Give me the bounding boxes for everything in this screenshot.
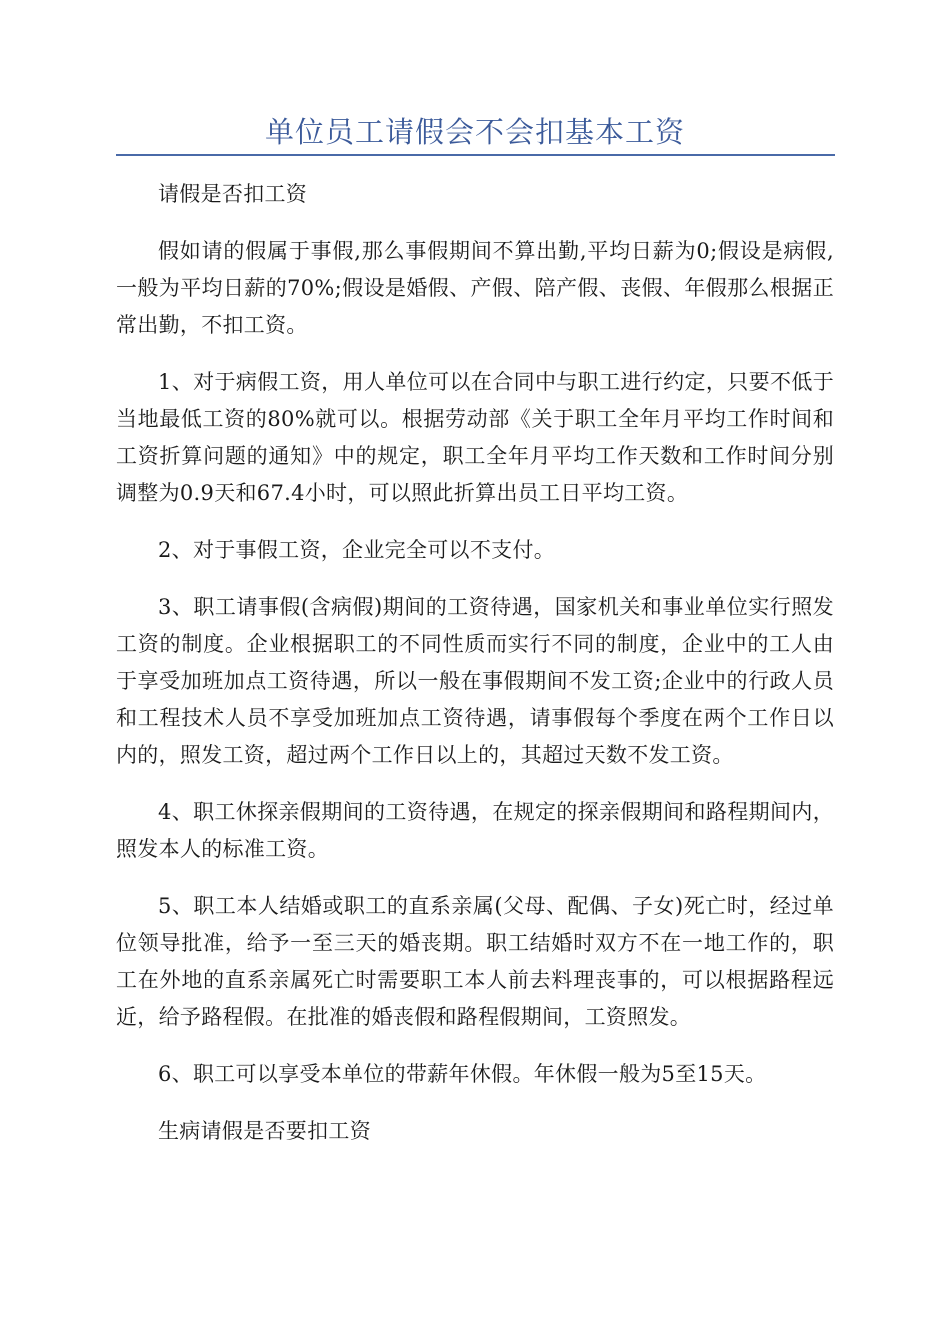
list-item: 1、对于病假工资，用人单位可以在合同中与职工进行约定，只要不低于当地最低工资的80%就可以。根据劳动部《关于职工全年月平均工作时间和工资折算问题的通知》中的规定，职工全年月平均工作天数和工作时间分别调整为0.9天和67.4小时，可以照此折算出员工日平均工资。 — [116, 370, 834, 505]
page-title: 单位员工请假会不会扣基本工资 — [264, 115, 685, 149]
section-heading: 生病请假是否要扣工资 — [158, 1119, 371, 1143]
document-body — [116, 176, 834, 1170]
list-item: 3、职工请事假(含病假)期间的工资待遇，国家机关和事业单位实行照发工资的制度。企业根据职工的不同性质而实行不同的制度，企业中的工人由于享受加班加点工资待遇，所以一般在事假期间不发工资;企业中的行政人员和工程技术人员不享受加班加点工资待遇，请事假每个季度在两个工作日以内的，照发工资，超过两个工作日以上的，其超过天数不发工资。 — [116, 595, 834, 767]
list-item: 6、职工可以享受本单位的带薪年休假。年休假一般为5至15天。 — [158, 1062, 767, 1086]
section-heading: 请假是否扣工资 — [158, 182, 308, 206]
list-item: 2、对于事假工资，企业完全可以不支付。 — [158, 538, 556, 562]
paragraph: 假如请的假属于事假,那么事假期间不算出勤,平均日薪为0;假设是病假,一般为平均日薪的70%;假设是婚假、产假、陪产假、丧假、年假那么根据正常出勤，不扣工资。 — [116, 239, 834, 337]
list-item: 5、职工本人结婚或职工的直系亲属(父母、配偶、子女)死亡时，经过单位领导批准，给予一至三天的婚丧期。职工结婚时双方不在一地工作的，职工在外地的直系亲属死亡时需要职工本人前去料理丧事的，可以根据路程远近，给予路程假。在批准的婚丧假和路程假期间，工资照发。 — [116, 894, 834, 1029]
list-item: 4、职工休探亲假期间的工资待遇，在规定的探亲假期间和路程期间内，照发本人的标准工资。 — [116, 800, 834, 861]
title-underline — [116, 154, 835, 156]
